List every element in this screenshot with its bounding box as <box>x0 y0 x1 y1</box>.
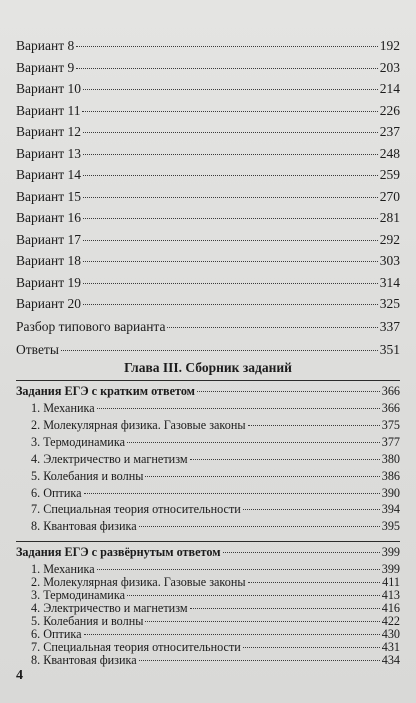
toc-item-page: 411 <box>382 575 400 589</box>
toc-item-label: 8. Квантовая физика <box>31 519 137 534</box>
dot-leader <box>83 175 378 176</box>
toc-section-short-answer <box>16 384 400 400</box>
toc-entry-label: Вариант 18 <box>16 253 81 268</box>
toc-item-short-oscillations <box>31 469 400 485</box>
toc-entry-label: Вариант 8 <box>16 38 75 53</box>
toc-entry-label: Вариант 12 <box>16 124 81 139</box>
toc-entry-variant-15 <box>16 189 400 207</box>
dot-leader <box>139 660 380 661</box>
toc-entry-variant-12 <box>16 124 400 142</box>
dot-leader <box>83 240 378 241</box>
toc-entry-label: Вариант 10 <box>16 81 81 96</box>
toc-section-extended-answer <box>16 545 400 561</box>
toc-item-label: 1. Механика <box>31 562 95 576</box>
toc-item-label: 2. Молекулярная физика. Газовые законы <box>31 417 246 432</box>
toc-entry-variant-13 <box>16 146 400 164</box>
toc-entry-variant-18 <box>16 253 400 271</box>
toc-entry-page: 203 <box>379 59 400 75</box>
toc-section-title: Задания ЕГЭ с развёрнутым ответом <box>16 545 221 559</box>
toc-entry-label: Разбор типового варианта <box>16 319 166 334</box>
toc-item-label: 4. Электричество и магнетизм <box>31 601 188 615</box>
toc-entry-page: 214 <box>379 81 400 96</box>
dot-leader <box>82 111 377 112</box>
toc-item-page: 431 <box>381 640 400 654</box>
dot-leader <box>223 552 380 553</box>
dot-leader <box>127 442 380 443</box>
toc-entry-variant-8 <box>16 38 400 56</box>
dot-leader <box>248 425 380 426</box>
dot-leader <box>83 197 378 198</box>
chapter-heading: Глава III. Сборник заданий <box>124 360 292 375</box>
toc-entry-page: 325 <box>379 296 400 311</box>
dot-leader <box>127 595 380 596</box>
toc-entry-page: 248 <box>379 145 400 161</box>
dot-leader <box>83 89 378 90</box>
toc-entry-variant-9 <box>16 60 400 78</box>
toc-item-label: 3. Термодинамика <box>31 434 125 449</box>
dot-leader <box>167 327 377 328</box>
toc-item-page: 434 <box>381 653 400 667</box>
toc-section-page: 399 <box>381 545 400 559</box>
toc-item-page: 386 <box>381 468 400 483</box>
dot-leader <box>97 569 380 570</box>
toc-item-label: 4. Электричество и магнетизм <box>31 451 188 466</box>
toc-item-label: 6. Оптика <box>31 485 82 500</box>
toc-item-page: 366 <box>381 401 400 415</box>
toc-entry-page: 259 <box>379 167 400 182</box>
toc-entry-variant-17 <box>16 232 400 250</box>
toc-item-page: 416 <box>381 601 400 615</box>
toc-entry-variant-20 <box>16 296 400 314</box>
dot-leader <box>84 493 380 494</box>
dot-leader <box>197 391 380 392</box>
dot-leader <box>84 634 380 635</box>
toc-item-short-molecular <box>31 418 400 434</box>
toc-entry-page: 292 <box>379 231 400 247</box>
dot-leader <box>139 526 380 527</box>
toc-entry-label: Вариант 19 <box>16 274 81 290</box>
dot-leader <box>83 132 378 133</box>
dot-leader <box>243 509 380 510</box>
toc-item-page: 430 <box>381 627 400 641</box>
toc-item-short-relativity <box>31 502 400 518</box>
dot-leader <box>145 476 379 477</box>
toc-item-page: 375 <box>381 417 400 432</box>
dot-leader <box>83 154 378 155</box>
toc-item-label: 1. Механика <box>31 401 95 415</box>
dot-leader <box>248 582 381 583</box>
dot-leader <box>83 283 378 284</box>
toc-item-label: 3. Термодинамика <box>31 588 125 602</box>
toc-entry-label: Вариант 14 <box>16 167 81 182</box>
section-divider <box>16 380 400 381</box>
toc-entry-page: 281 <box>379 210 400 225</box>
toc-entry-page: 314 <box>379 274 400 290</box>
toc-entry-page: 226 <box>379 102 400 118</box>
toc-entry-page: 351 <box>379 342 400 357</box>
dot-leader <box>76 46 378 47</box>
dot-leader <box>190 459 380 460</box>
toc-section-page: 366 <box>381 384 400 398</box>
page-number: 4 <box>16 668 23 683</box>
toc-entry-page: 337 <box>379 319 400 334</box>
toc-item-label: 5. Колебания и волны <box>31 468 144 483</box>
toc-entry-variant-11 <box>16 103 400 121</box>
toc-item-label: 6. Оптика <box>31 627 82 641</box>
toc-item-page: 395 <box>381 519 400 534</box>
toc-item-extended-quantum <box>31 653 400 669</box>
section-divider <box>16 541 400 542</box>
toc-entry-page: 303 <box>379 253 400 268</box>
toc-item-short-quantum <box>31 519 400 535</box>
toc-entry-page: 270 <box>379 188 400 204</box>
toc-item-page: 399 <box>381 562 400 576</box>
toc-entry-page: 237 <box>379 124 400 139</box>
toc-entry-label: Вариант 11 <box>16 102 81 118</box>
toc-item-short-electricity <box>31 452 400 468</box>
dot-leader <box>61 350 378 351</box>
dot-leader <box>83 304 378 305</box>
dot-leader <box>243 647 380 648</box>
toc-item-page: 377 <box>381 434 400 449</box>
toc-entry-variant-10 <box>16 81 400 99</box>
toc-entry-variant-19 <box>16 275 400 293</box>
toc-entry-label: Вариант 17 <box>16 231 81 247</box>
toc-entry-label: Вариант 15 <box>16 188 81 204</box>
dot-leader <box>190 608 380 609</box>
toc-item-label: 2. Молекулярная физика. Газовые законы <box>31 575 246 589</box>
dot-leader <box>83 218 378 219</box>
toc-entry-answers <box>16 342 400 360</box>
toc-entry-label: Вариант 13 <box>16 145 81 161</box>
toc-entry-typical-variant-analysis <box>16 319 400 337</box>
dot-leader <box>97 408 380 409</box>
toc-entry-label: Вариант 20 <box>16 296 81 311</box>
toc-item-page: 380 <box>381 451 400 466</box>
toc-entry-page: 192 <box>379 38 400 53</box>
toc-item-short-thermodynamics <box>31 435 400 451</box>
toc-item-label: 7. Специальная теория относительности <box>31 640 241 654</box>
toc-entry-label: Вариант 16 <box>16 210 81 225</box>
toc-item-short-optics <box>31 486 400 502</box>
toc-item-label: 8. Квантовая физика <box>31 653 137 667</box>
toc-entry-variant-16 <box>16 210 400 228</box>
toc-entry-variant-14 <box>16 167 400 185</box>
toc-entry-label: Вариант 9 <box>16 59 75 75</box>
toc-item-page: 422 <box>381 614 400 628</box>
toc-item-page: 390 <box>381 485 400 500</box>
dot-leader <box>145 621 379 622</box>
toc-item-short-mechanics <box>31 401 400 417</box>
toc-item-label: 5. Колебания и волны <box>31 614 144 628</box>
dot-leader <box>83 261 378 262</box>
toc-item-page: 413 <box>381 588 400 602</box>
toc-entry-label: Ответы <box>16 342 59 357</box>
toc-item-label: 7. Специальная теория относительности <box>31 502 241 517</box>
toc-section-title: Задания ЕГЭ с кратким ответом <box>16 384 195 398</box>
toc-item-page: 394 <box>381 502 400 517</box>
dot-leader <box>76 68 378 69</box>
